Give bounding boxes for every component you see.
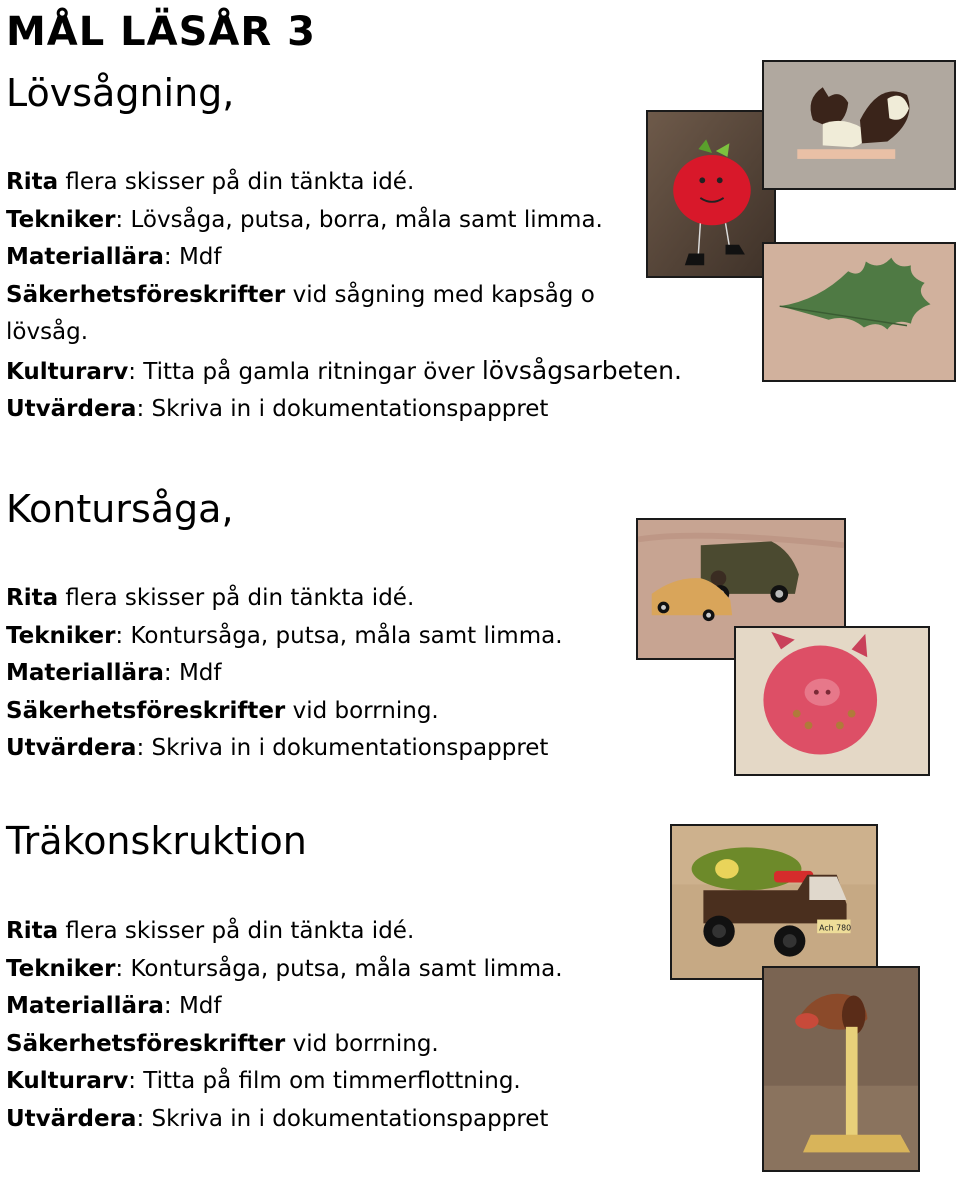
- line-utvardera: Utvärdera: Skriva in i dokumentationspappret: [6, 735, 549, 761]
- leaf-figure-photo: [762, 242, 956, 382]
- squirrel-figure-photo: [762, 60, 956, 190]
- truck-photo: [670, 824, 878, 980]
- section-heading-lovsagning: Lövsågning,: [6, 71, 235, 115]
- line-rita: Rita flera skisser på din tänkta idé.: [6, 918, 415, 944]
- line-sakerhet: Säkerhetsföreskrifter vid sågning med kapsåg o: [6, 281, 595, 308]
- line-sakerhet: Säkerhetsföreskrifter vid borrning.: [6, 1030, 439, 1057]
- section-lovsagning-list: [6, 164, 682, 429]
- line-sakerhet: Säkerhetsföreskrifter vid borrning.: [6, 697, 439, 724]
- page-title: MÅL LÄSÅR 3: [6, 9, 316, 55]
- pig-face-photo: [734, 626, 930, 776]
- dog-on-stand-photo: [762, 966, 920, 1172]
- truck-plate-text: Ach 780: [819, 923, 852, 933]
- line-materiallara: Materiallära: Mdf: [6, 660, 222, 686]
- line-tekniker: Tekniker: Kontursåga, putsa, måla samt limma.: [6, 955, 563, 982]
- line-materiallara: Materiallära: Mdf: [6, 993, 222, 1019]
- line-tekniker: Tekniker: Kontursåga, putsa, måla samt limma.: [6, 622, 563, 649]
- section-kontursaga-list: [6, 580, 563, 768]
- line-tekniker: Tekniker: Lövsåga, putsa, borra, måla samt limma.: [6, 206, 603, 233]
- apple-figure-photo: [646, 110, 776, 278]
- section-heading-kontursaga: Kontursåga,: [6, 487, 234, 531]
- line-utvardera: Utvärdera: Skriva in i dokumentationspappret: [6, 1105, 549, 1132]
- section-heading-trakonstruktion: Träkonskruktion: [6, 819, 307, 863]
- line-materiallara: Materiallära: Mdf: [6, 244, 222, 270]
- line-rita: Rita flera skisser på din tänkta idé.: [6, 585, 415, 611]
- line-kulturarv: Kulturarv: Titta på film om timmerflottning.: [6, 1068, 521, 1094]
- section-trakonstruktion-list: [6, 913, 563, 1138]
- line-utvardera: Utvärdera: Skriva in i dokumentationspappret: [6, 396, 549, 422]
- line-kulturarv: Kulturarv: Titta på gamla ritningar över lövsågsarbeten.: [6, 355, 682, 385]
- line-rita: Rita flera skisser på din tänkta idé.: [6, 169, 415, 195]
- line-sakerhet-cont: lövsåg.: [6, 319, 89, 345]
